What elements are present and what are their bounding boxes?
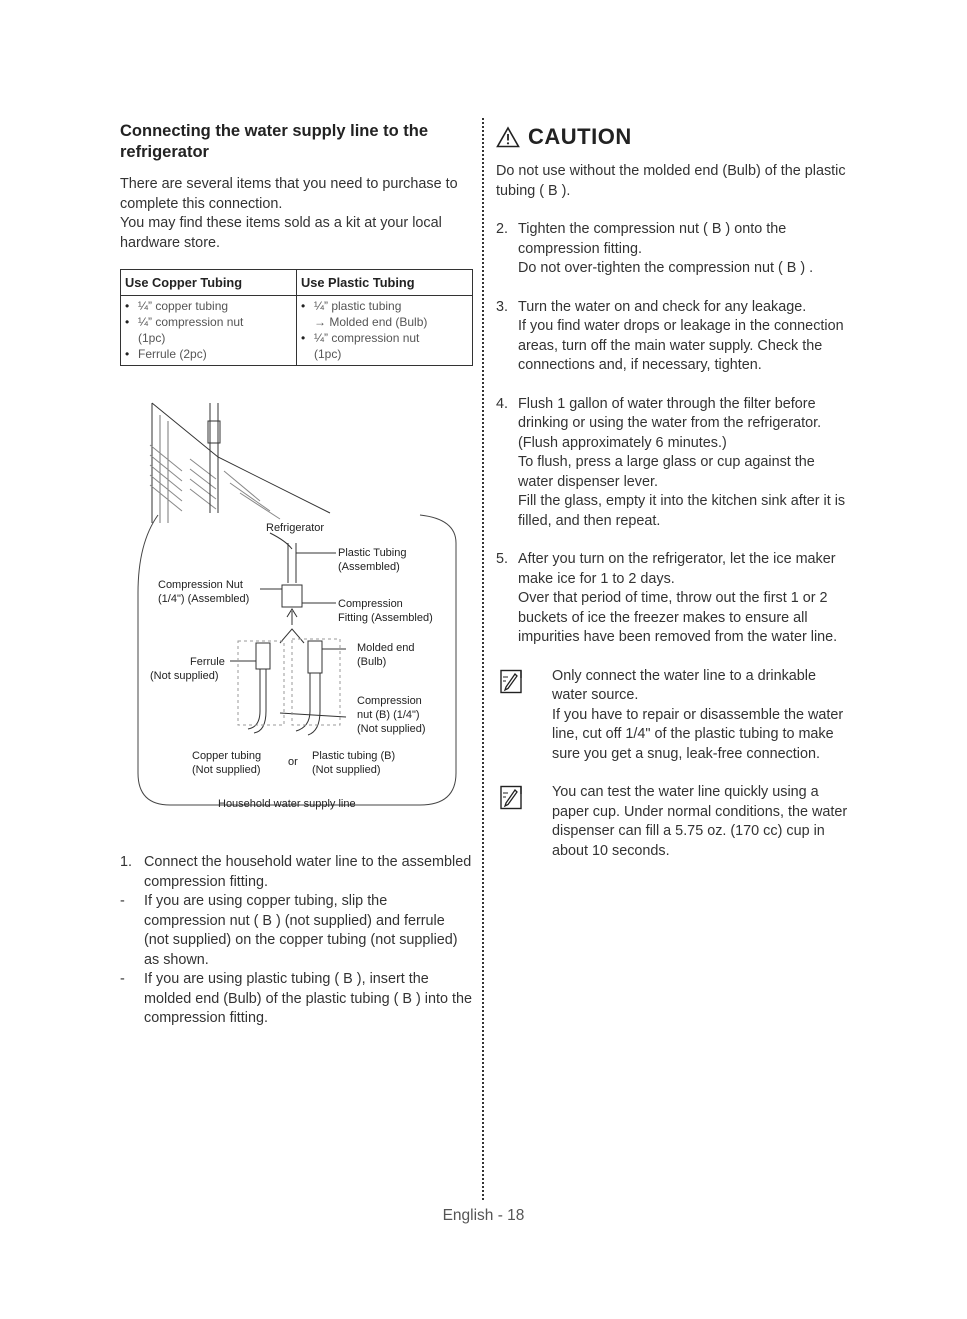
list-item: 4. Flush 1 gallon of water through the filter before drinking or using the water from the refrigerator. (Flush approximately 6 minutes.) To flush, press a large glass or cup against the water dispenser lever. Fill the glass, empty it into the kitchen sink after it is filled, and then repeat.	[496, 395, 846, 529]
connection-diagram	[120, 393, 472, 823]
label-ferrule: Ferrule	[190, 656, 225, 668]
column-divider	[482, 118, 484, 1200]
label-ferrule-note: (Not supplied)	[150, 670, 219, 682]
table-header-plastic: Use Plastic Tubing	[297, 270, 473, 296]
list-item: 1. Connect the household water line to the assembled compression fitting.	[120, 854, 472, 890]
intro-paragraph: You may find these items sold as a kit at your local hardware store.	[120, 215, 442, 251]
list-item: (1pc)	[138, 331, 166, 345]
list-item: - If you are using plastic tubing ( B ), insert the molded end (Bulb) of the plastic tubing ( B ) into the compression fitting.	[120, 971, 472, 1026]
section-title: Connecting the water supply line to the refrigerator	[120, 122, 429, 161]
caution-title: CAUTION	[528, 124, 632, 149]
label-or: or	[288, 756, 298, 768]
label-plastic-tubing-b: Plastic tubing (B) (Not supplied)	[312, 750, 396, 776]
table-cell-plastic	[297, 296, 473, 366]
right-column	[496, 124, 848, 861]
label-household-line: Household water supply line	[218, 798, 356, 810]
caution-text: Do not use without the molded end (Bulb) of the plastic tubing ( B ).	[496, 163, 846, 199]
list-item: • ¼” copper tubing	[125, 299, 229, 313]
list-item: → Molded end (Bulb)	[314, 315, 428, 329]
note-icon	[496, 785, 526, 811]
label-molded-end: Molded end (Bulb)	[357, 642, 415, 668]
page-number: English - 18	[442, 1207, 525, 1224]
label-compression-nut-b: Compression nut (B) (1/4") (Not supplied)	[357, 695, 426, 735]
list-item: • ¼” plastic tubing	[301, 299, 402, 313]
list-item: (1pc)	[314, 347, 342, 361]
intro-paragraph: There are several items that you need to purchase to complete this connection.	[120, 176, 458, 212]
list-item: 2. Tighten the compression nut ( B ) onto the compression fitting. Do not over-tighten the compression nut ( B ) .	[496, 221, 814, 276]
table-header-copper: Use Copper Tubing	[121, 270, 297, 296]
list-item: 3. Turn the water on and check for any leakage. If you find water drops or leakage in the connection areas, turn off the main water supply. Check the connections and, if necessary, tighten.	[496, 298, 844, 373]
warning-icon	[496, 126, 520, 148]
list-item: • Ferrule (2pc)	[125, 347, 207, 361]
list-item: • ¼” compression nut	[301, 331, 420, 345]
note-block: Only connect the water line to a drinkable water source. If you have to repair or disassemble the water line, cut off 1/4" of the plastic tubing to make sure you get a snug, leak-free connection.	[496, 667, 848, 765]
tubing-table	[120, 269, 473, 366]
list-item: • ¼” compression nut	[125, 315, 244, 329]
label-compression-fitting: Compression Fitting (Assembled)	[338, 598, 433, 624]
label-plastic-tubing: Plastic Tubing (Assembled)	[338, 547, 407, 573]
label-copper-tubing: Copper tubing (Not supplied)	[192, 750, 262, 776]
left-column	[120, 118, 472, 1029]
label-compression-nut: Compression Nut (1/4") (Assembled)	[158, 579, 250, 605]
list-item: 5. After you turn on the refrigerator, let the ice maker make ice for 1 to 2 days. Over that period of time, throw out the first 1 or 2 buckets of ice the freezer makes to ensure all impurities have been removed from the water line.	[496, 551, 838, 645]
label-refrigerator: Refrigerator	[266, 522, 325, 534]
intro-text	[120, 175, 472, 253]
list-item: - If you are using copper tubing, slip the compression nut ( B ) (not supplied) and ferrule (not supplied) on the copper tubing (not supplied) as shown.	[120, 893, 458, 968]
table-cell-copper	[121, 296, 297, 366]
note-icon	[496, 669, 526, 695]
note-block: You can test the water line quickly using a paper cup. Under normal conditions, the water dispenser can fill a 5.75 oz. (170 cc) cup in about 10 seconds.	[496, 783, 848, 861]
caution-heading	[496, 124, 848, 150]
left-steps	[120, 853, 472, 1029]
